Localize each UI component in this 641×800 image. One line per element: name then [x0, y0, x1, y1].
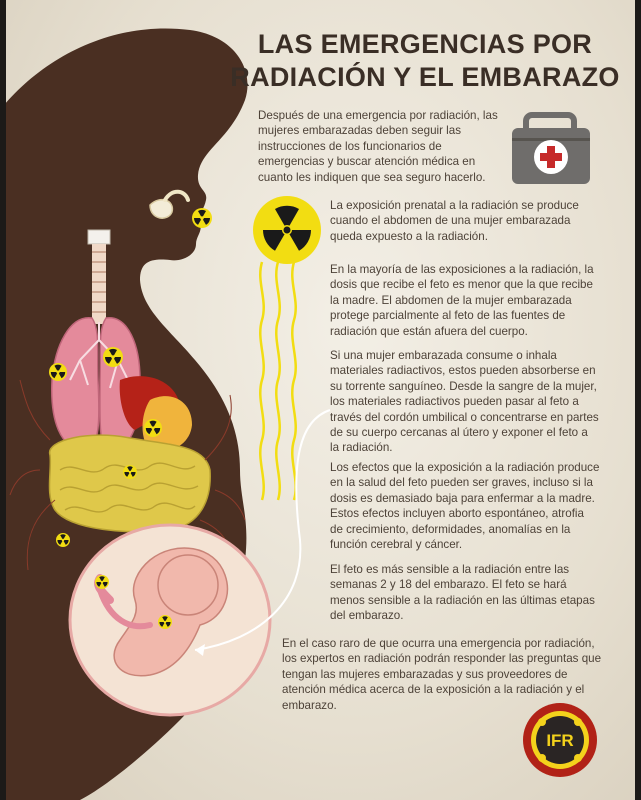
paragraph-experts: En el caso raro de que ocurra una emergencia por radiación, los expertos en radiación podrán responder las preguntas que tengan las mujeres embarazadas y sus proveedores de atención médica acerca de la exposición a la radiación y el embarazo.: [282, 637, 602, 712]
paragraph-ingestion: Si una mujer embarazada consume o inhala materiales radiactivos, estos pueden absorberse en su torrente sanguíneo. Desde la sangre de la mujer, los materiales radiactivos pueden pasar al feto a través del cordón umbilical o concentrarse en partes de su cuerpo cercanas al útero y exponer el feto a la radiación.: [330, 349, 599, 455]
organization-logo: [523, 703, 597, 777]
intestines: [49, 435, 210, 532]
paragraph-after-emergency: Después de una emergencia por radiación, las mujeres embarazadas deben seguir las instrucciones de los funcionarios de emergencias y buscar atención médica en cuanto les indiquen que sea seguro hacerlo.: [258, 109, 498, 184]
logo-text: IFR: [546, 731, 574, 750]
medical-kit-icon: [512, 115, 590, 184]
radiation-icon: [253, 196, 321, 264]
paragraph-prenatal-exposure: La exposición prenatal a la radiación se produce cuando el abdomen de una mujer embarazada queda expuesto a la radiación.: [330, 199, 579, 243]
paragraph-health-effects: Los efectos que la exposición a la radiación produce en la salud del feto pueden ser graves, incluso si la dosis es demasiado baja para enfermar a la madre. Estos efectos incluyen aborto espontáneo, atrofia de crecimiento, deformidades, anomalías en la función cerebral y cáncer.: [330, 461, 600, 552]
title-line-1: LAS EMERGENCIAS POR: [257, 29, 593, 59]
paragraph-dose: En la mayoría de las exposiciones a la radiación, la dosis que recibe el feto es menor que la que recibe la madre. El abdomen de la mujer embarazada protege parcialmente al feto de las fuentes de radiación que están afuera del cuerpo.: [330, 263, 594, 338]
radiation-waves: [260, 262, 295, 500]
paragraph-sensitivity: El feto es más sensible a la radiación entre las semanas 2 y 18 del embarazo. El feto se hará menos sensible a la radiación en las últimas etapas del embarazo.: [330, 563, 595, 623]
title-line-2: RADIACIÓN Y EL EMBARAZO: [230, 62, 620, 92]
page-title: [230, 28, 620, 94]
